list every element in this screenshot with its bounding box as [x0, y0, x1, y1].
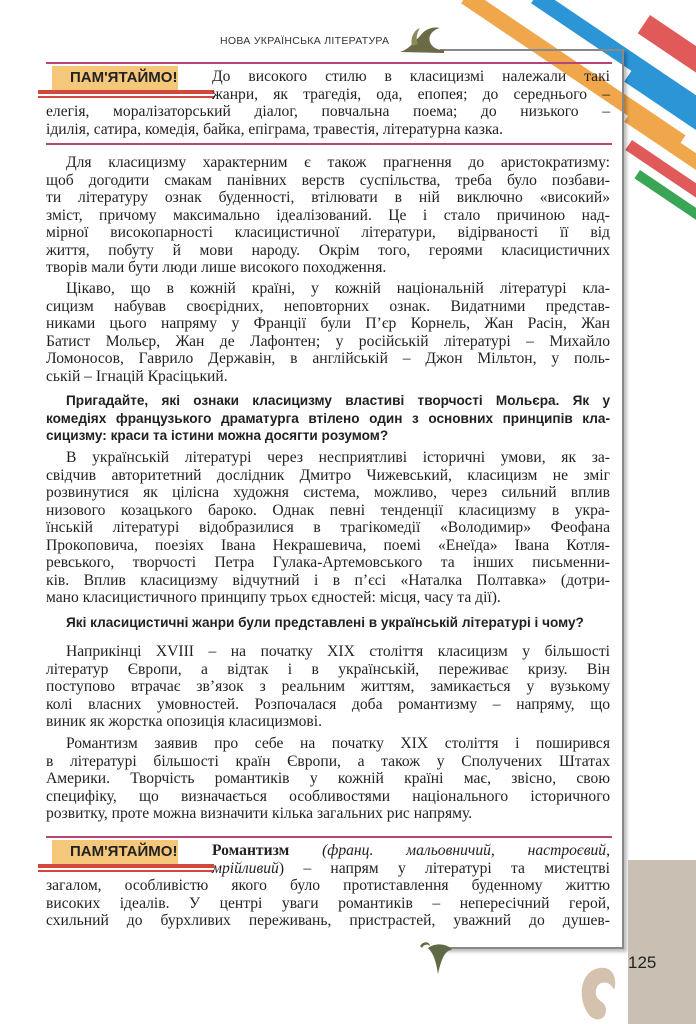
- text-line: творів мали бути люди лише високого походження.: [46, 259, 387, 276]
- paragraph-crisis: [46, 643, 610, 731]
- text-line: ти літературу ознак буденності, втілювати в ній виключно «високий»: [46, 189, 610, 206]
- text-line: схильний до бурхливих переживань, пристрастей, уважний до душев-: [46, 912, 610, 929]
- ornament-top-icon: [398, 22, 446, 54]
- text-line: в літературі більшості країн Європи, а також у Сполучених Штатах: [46, 752, 610, 770]
- text-line: зміст, причому максимально ідеалізований. Це і стало причиною над-: [46, 206, 610, 224]
- page-side-bar: [628, 860, 696, 1024]
- term-romanticism: Романтизм: [212, 842, 290, 859]
- page-number: 125: [628, 953, 657, 972]
- text-line: Для класицизму характерним є також прагнення до аристократизму:: [66, 154, 610, 171]
- memo2-label: ПАМ'ЯТАЙМО!: [52, 840, 178, 864]
- text-line: щоб догодити смакам панівних верств суспільства, треба було позбави-: [46, 171, 610, 189]
- text-line: літератур Європи, а відтак і в українській, переживає кризу. Він: [46, 660, 610, 678]
- text-line: високих ідеалів. У центрі уваги романтиків – непересічний герой,: [46, 894, 610, 912]
- text-line: мрійливий) – напрям у літературі та мистецтві: [212, 859, 610, 877]
- text-line: специфіку, що визначається особливостями національного історичного: [46, 787, 610, 805]
- text-line: ській – Ігнацій Красіцький.: [46, 367, 228, 385]
- text-line: загалом, особливістю якого було протиставлення буденному життю: [46, 877, 610, 894]
- page-ornament-icon: [570, 960, 630, 1024]
- text-line: Романтизм заявив про себе на початку XIX століття і поширився: [66, 735, 610, 752]
- memo2-text: [46, 860, 610, 930]
- text-line: Ломоносов, Гаврило Державін, в англійській – Джон Мільтон, у поль-: [46, 350, 610, 367]
- paragraph-national-features: [46, 280, 610, 385]
- text-line: колі власних умовностей. Розпочалася доба романтизму – напряму, що: [46, 695, 610, 713]
- paragraph-aristocratism: [46, 154, 610, 277]
- memo1-text: [46, 68, 610, 138]
- text-line: низового козацького бароко. Однак певні тенденції класицизму в укра-: [46, 501, 610, 519]
- text-line: елегія, моралізаторський діалог, повчальна поема; до низького –: [46, 103, 610, 120]
- text-line: ків. Вплив класицизму відчутний і в п’єсі «Наталка Полтавка» (дотри-: [46, 571, 610, 589]
- text-line: Прокоповича, поезіях Івана Некрашевича, поемі «Енеїда» Івана Котля-: [46, 536, 610, 554]
- text-line: ревського, творчості Петра Гулака-Артемовського та інших письменни-: [46, 554, 610, 571]
- memo2-line1-rest: (франц. мальовничий, настроєвий,: [322, 842, 610, 859]
- question-moliere: [46, 392, 610, 445]
- text-line: сицизму: краси та істини можна досягти розумом?: [46, 428, 389, 443]
- text-line: свідчив авторитетний дослідник Дмитро Чижевський, класицизм не зміг: [46, 466, 610, 484]
- text-line: виник як жорстка опозиція класицизмові.: [46, 713, 323, 730]
- text-line: мірної високопарності класицистичної літератури, відірваності її від: [46, 224, 610, 241]
- text-line: Наприкінці XVIII – на початку XIX століття класицизм у більшості: [66, 643, 610, 660]
- text-line: никами цього напряму у Франції були П’єр Корнель, Жан Расін, Жан: [46, 315, 610, 332]
- text-line: ідилія, сатира, комедія, байка, епіграма, травестія, літературна казка.: [46, 120, 504, 138]
- text-line: Батист Мольєр, Жан де Лафонтен; у російській літературі – Михайло: [46, 332, 610, 350]
- text-line: їнській літературі відобразилися в трагікомедії «Володимир» Феофана: [46, 519, 610, 536]
- text-line: сицизм набував своєрідних, неповторних ознак. Видатними представ-: [46, 297, 610, 315]
- text-line: До високого стилю в класицизмі належали такі: [212, 68, 610, 85]
- memo2-top-rule: [46, 836, 612, 838]
- text-line: комедіях французького драматурга втілено один з основних принципів кла-: [46, 410, 610, 426]
- text-line: життя, побуту й мови народу. Окрім того, героями класицистичних: [46, 241, 610, 259]
- paragraph-ukrainian-classicism: [46, 449, 610, 607]
- text-line: В українській літературі через несприятливі історичні умови, як за-: [66, 449, 610, 466]
- text-line: жанри, як трагедія, ода, епопея; до середнього –: [212, 85, 610, 103]
- text-line: розвитку, проте можна визначити кілька загальних рис напряму.: [46, 805, 473, 822]
- paragraph-romanticism: [46, 735, 610, 823]
- memo2-first-line: [212, 842, 610, 860]
- text-line: мано класицистичного принципу трьох єдностей: місця, часу та дії).: [46, 589, 501, 606]
- memo1-bottom-rule: [46, 143, 612, 145]
- ornament-bottom-icon: [418, 938, 458, 978]
- text-line: Пригадайте, які ознаки класицизму властиві творчості Мольєра. Як у: [66, 393, 610, 408]
- text-line: поступово втрачає зв’язок з реальним життям, замикається у вузькому: [46, 678, 610, 695]
- memo1-label: ПАМ'ЯТАЙМО!: [52, 66, 178, 90]
- memo2-line: [212, 842, 610, 860]
- text-line: розвинутися як цілісна художня система, можливо, через сильний вплив: [46, 484, 610, 501]
- text-line: Які класицистичні жанри були представлені в українській літературі і чому?: [66, 615, 584, 630]
- question-genres: [46, 614, 610, 632]
- running-title: НОВА УКРАЇНСЬКА ЛІТЕРАТУРА: [220, 35, 390, 47]
- text-line: Америки. Творчість романтиків у кожній країні має, звісно, свою: [46, 770, 610, 787]
- memo1-top-rule: [46, 62, 612, 64]
- text-line: Цікаво, що в кожній країні, у кожній національній літературі кла-: [66, 280, 610, 297]
